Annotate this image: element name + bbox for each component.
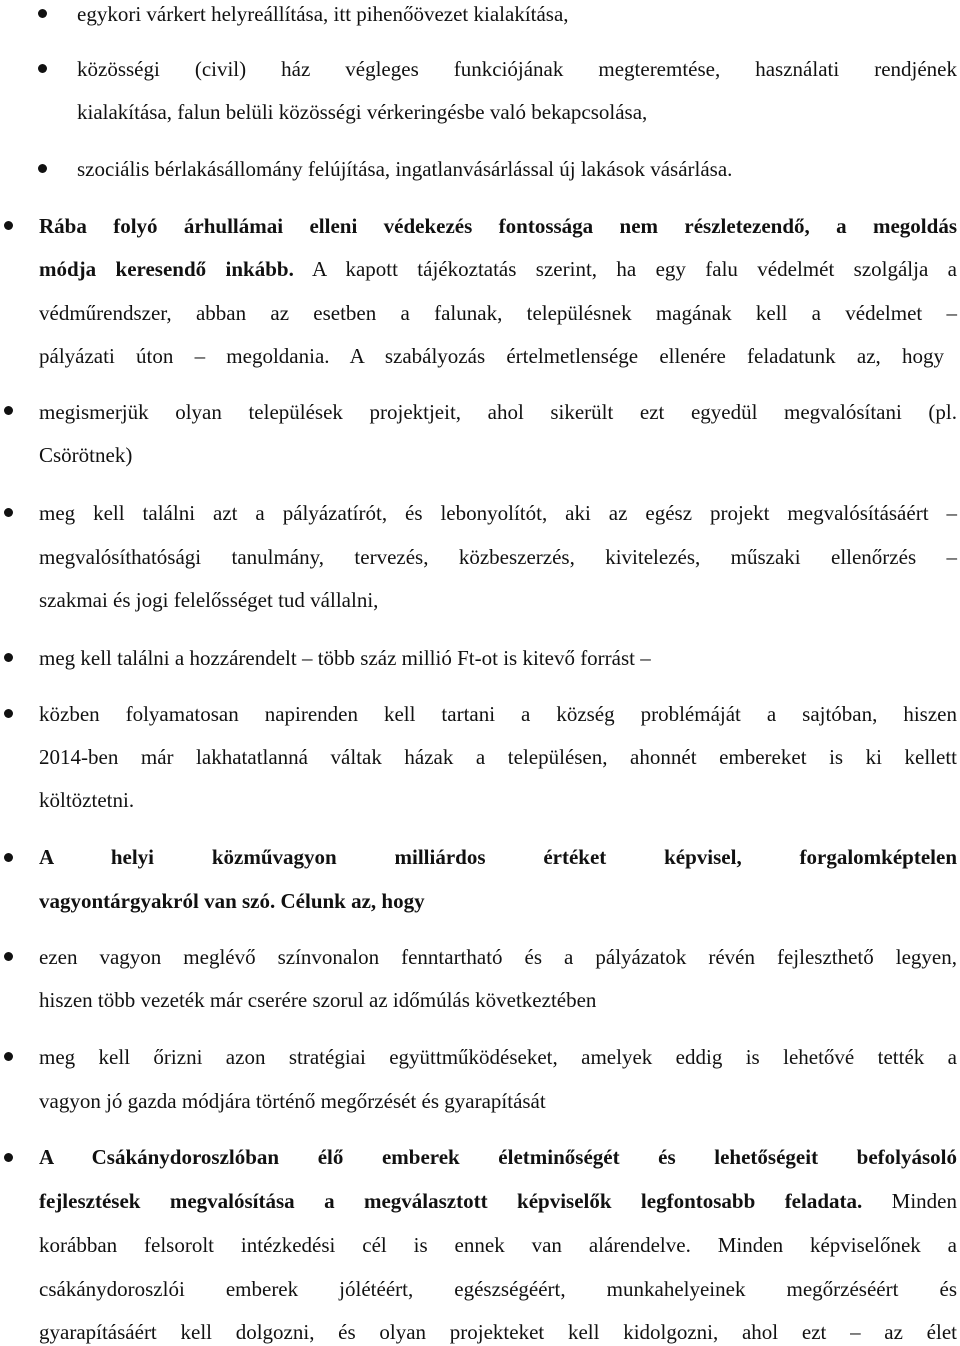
bullet (4, 709, 13, 718)
text-line-15: közben folyamatosan napirenden kell tartani a község problémáját a sajtóban, hiszen (39, 702, 957, 726)
text-line-22: meg kell őrizni azon stratégiai együttműködéseket, amelyek eddig is lehetővé tették a (39, 1045, 957, 1069)
text-line-8: pályázati úton – megoldania. A szabályozás értelmetlensége ellenére feladatunk az, hogy (39, 344, 944, 368)
bold-text: A Csákánydoroszlóban élő emberek életminőségét és lehetőségeit befolyásoló (39, 1145, 957, 1169)
text-line-12: megvalósíthatósági tanulmány, tervezés, közbeszerzés, kivitelezés, műszaki ellenőrzés – (39, 545, 957, 569)
bullet (4, 221, 13, 230)
bullet (4, 952, 13, 961)
text-line-6 (39, 255, 957, 283)
bullet (38, 164, 47, 173)
text-line-28: gyarapításáért kell dolgozni, és olyan projekteket kell kidolgozni, ahol ezt – az élet (39, 1320, 957, 1344)
text-line-19 (39, 887, 425, 915)
bullet (4, 1153, 13, 1162)
text-line-5 (39, 212, 957, 240)
text-line-3: kialakítása, falun belüli közösségi vérkeringésbe való bekapcsolása, (77, 100, 648, 124)
bullet (4, 1052, 13, 1061)
bullet (38, 64, 47, 73)
bullet (38, 9, 47, 18)
text-line-16: 2014-ben már lakhatatlanná váltak házak a településen, ahonnét embereket is ki kellett (39, 745, 957, 769)
text-line-26: korábban felsorolt intézkedési cél is ennek van alárendelve. Minden képviselőnek a (39, 1233, 957, 1257)
text-span: A kapott tájékoztatás szerint, ha egy falu védelmét szolgálja a (293, 257, 957, 281)
bold-text: módja keresendő inkább. (39, 257, 294, 281)
bullet (4, 653, 13, 662)
text-line-1: egykori várkert helyreállítása, itt pihenőövezet kialakítása, (77, 2, 569, 26)
text-line-13: szakmai és jogi felelősséget tud vállalni, (39, 588, 379, 612)
text-line-25 (39, 1187, 957, 1215)
bold-text: Rába folyó árhullámai elleni védekezés fontossága nem részletezendő, a megoldás (39, 214, 957, 238)
text-span: Minden (862, 1189, 957, 1213)
text-line-14: meg kell találni a hozzárendelt – több száz millió Ft-ot is kitevő forrást – (39, 646, 651, 670)
text-line-24 (39, 1143, 957, 1171)
text-line-2: közösségi (civil) ház végleges funkciójának megteremtése, használati rendjének (77, 57, 957, 81)
text-line-9: megismerjük olyan települések projektjeit, ahol sikerült ezt egyedül megvalósítani (pl. (39, 400, 957, 424)
text-line-27: csákánydoroszlói emberek jólétéért, egészségéért, munkahelyeinek megőrzéséért és (39, 1277, 957, 1301)
text-line-4: szociális bérlakásállomány felújítása, ingatlanvásárlással új lakások vásárlása. (77, 157, 733, 181)
bullet (4, 508, 13, 517)
bullet (4, 406, 13, 415)
text-line-18 (39, 843, 957, 871)
text-line-20: ezen vagyon meglévő színvonalon fenntartható és a pályázatok révén fejleszthető legyen, (39, 945, 957, 969)
text-line-23: vagyon jó gazda módjára történő megőrzését és gyarapítását (39, 1089, 546, 1113)
text-line-21: hiszen több vezeték már cserére szorul az időmúlás következtében (39, 988, 597, 1012)
text-line-11: meg kell találni azt a pályázatírót, és lebonyolítót, aki az egész projekt megvalósításáért – (39, 501, 957, 525)
text-line-7: védműrendszer, abban az esetben a falunak, településnek magának kell a védelmet – (39, 301, 957, 325)
bold-text: fejlesztések megvalósítása a megválasztott képviselők legfontosabb feladata. (39, 1189, 863, 1213)
bold-text: vagyontárgyakról van szó. Célunk az, hogy (39, 889, 425, 913)
text-line-17: költöztetni. (39, 788, 135, 812)
text-line-10: Csörötnek) (39, 443, 133, 467)
bullet (4, 853, 13, 862)
bold-text: A helyi közművagyon milliárdos értéket képvisel, forgalomképtelen (39, 845, 957, 869)
